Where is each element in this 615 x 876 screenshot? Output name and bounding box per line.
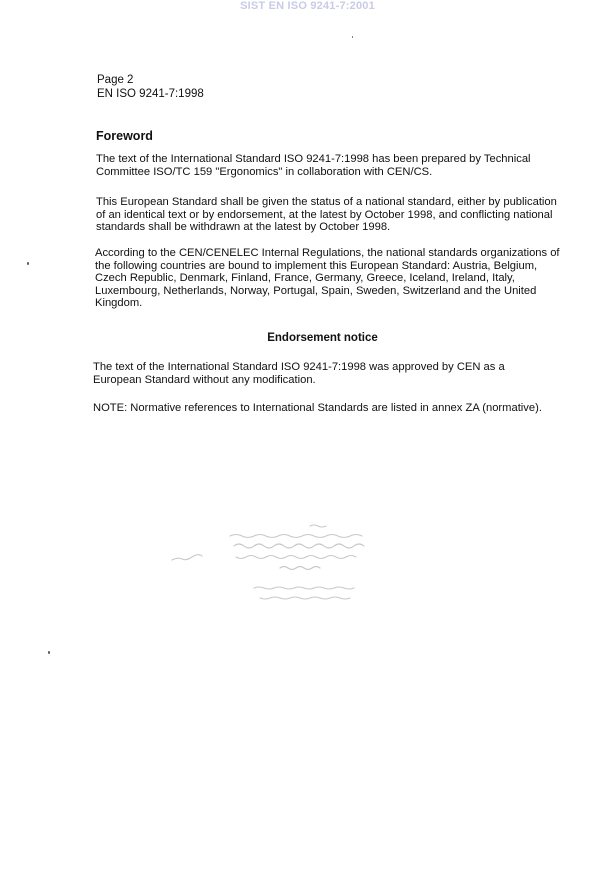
page-number: Page 2: [97, 74, 134, 86]
endorsement-title: Endorsement notice: [267, 332, 378, 344]
endorsement-text: The text of the International Standard ISO 9241-7:1998 was approved by CEN as a European Standard without any modification.: [93, 361, 505, 386]
scan-speck: [352, 36, 353, 38]
foreword-title: Foreword: [96, 129, 153, 143]
foreword-paragraph-3: According to the CEN/CENELEC Internal Regulations, the national standards organizations of the following countries are bound to implement this European Standard: Austria, Belgium, Czech Republic, Denmark, Finland, France, Germany, Greece, Iceland, Ireland, Italy, Luxembourg, Netherlands, Norway, Portugal, Spain, Sweden, Switzerland and the United Kingdom.: [95, 247, 560, 310]
page-header: [97, 73, 204, 101]
normative-note: NOTE: Normative references to International Standards are listed in annex ZA (normative).: [93, 402, 542, 414]
foreword-paragraph-2: This European Standard shall be given the status of a national standard, either by publication of an identical text or by endorsement, at the latest by October 1998, and conflicting national standards shall be withdrawn at the latest by October 1998.: [96, 196, 557, 234]
faded-stamp-icon: [168, 520, 418, 610]
foreword-paragraph-1: The text of the International Standard ISO 9241-7:1998 has been prepared by Technical Committee ISO/TC 159 "Ergonomics" in collaboration with CEN/CS.: [96, 153, 531, 178]
watermark: SIST EN ISO 9241-7:2001: [240, 0, 375, 12]
scan-speck: [48, 651, 50, 654]
scan-speck: [27, 262, 29, 265]
standard-reference: EN ISO 9241-7:1998: [97, 88, 204, 100]
